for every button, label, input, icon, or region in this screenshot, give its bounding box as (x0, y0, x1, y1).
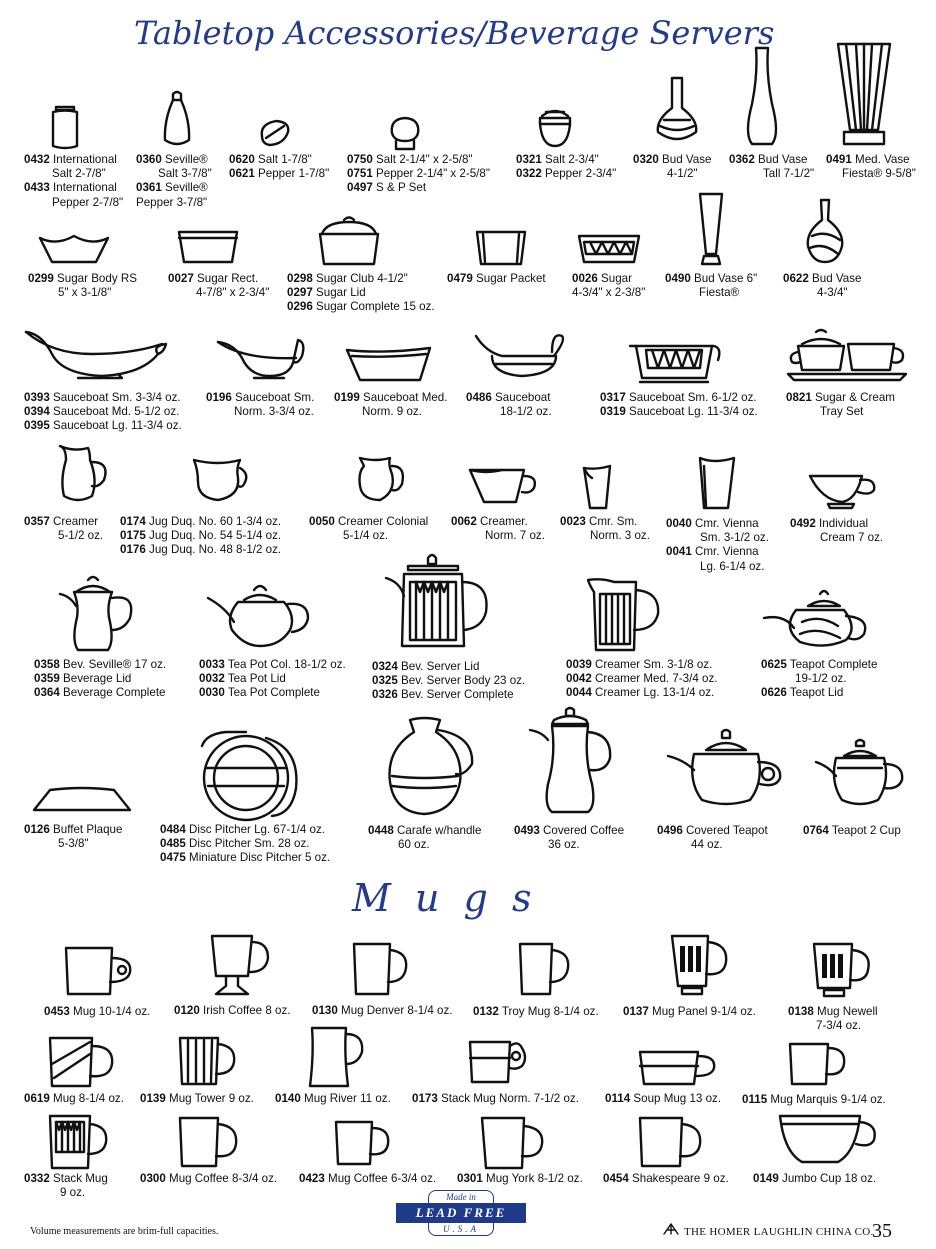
label-0493: 0493 Covered Coffee 36 oz. (514, 824, 625, 852)
badge-made-in: Made in (428, 1190, 494, 1203)
creamer-image (54, 440, 112, 508)
mug-york-image (478, 1114, 548, 1172)
label-0479: 0479 Sugar Packet (447, 272, 546, 285)
bud-vase-image (652, 74, 702, 150)
mug-marquis-image (786, 1040, 848, 1088)
sauceboat-medium-image (344, 342, 434, 386)
label-0174: 0174 Jug Duq. No. 60 1-3/4 oz. 0175 Jug Duq. No. 54 5-1/4 oz. 0176 Jug Duq. No. 48 8-1/2 oz. (120, 515, 282, 557)
mug-coffee-small-image (332, 1118, 394, 1168)
label-0492: 0492 Individual Cream 7 oz. (790, 517, 884, 545)
label-0173: 0173 Stack Mug Norm. 7-1/2 oz. (412, 1092, 579, 1105)
label-0130: 0130 Mug Denver 8-1/4 oz. (312, 1004, 453, 1017)
shakespeare-mug-image (636, 1114, 706, 1170)
mug-0619-image (46, 1034, 118, 1090)
mug-0453-image (62, 942, 134, 1000)
label-0453: 0453 Mug 10-1/4 oz. (44, 1005, 151, 1018)
salt-shaker-small-image (258, 118, 292, 148)
label-0026: 0026 Sugar 4-3/4" x 2-3/8" (572, 272, 646, 300)
label-0486: 0486 Sauceboat 18-1/2 oz. (466, 391, 552, 419)
covered-teapot-image (664, 726, 784, 810)
stack-mug-lattice-image (46, 1112, 110, 1172)
mug-denver-image (350, 940, 410, 998)
label-0821: 0821 Sugar & Cream Tray Set (786, 391, 895, 419)
label-0199: 0199 Sauceboat Med. Norm. 9 oz. (334, 391, 448, 419)
carafe-image (384, 714, 476, 818)
label-0317: 0317 Sauceboat Sm. 6-1/2 oz. 0319 Sauceboat Lg. 11-3/4 oz. (600, 391, 758, 419)
teapot-colonial-image (204, 580, 320, 650)
label-0490: 0490 Bud Vase 6" Fiesta® (665, 272, 758, 300)
label-0358: 0358 Bev. Seville® 17 oz. 0359 Beverage Lid 0364 Beverage Complete (34, 658, 167, 700)
label-0039: 0039 Creamer Sm. 3-1/8 oz. 0042 Creamer Med. 7-3/4 oz. 0044 Creamer Lg. 13-1/4 oz. (566, 658, 718, 700)
label-0027: 0027 Sugar Rect. 4-7/8" x 2-3/4" (168, 272, 270, 300)
section-title-tabletop: Tabletop Accessories/Beverage Servers (134, 14, 775, 52)
capacity-note: Volume measurements are brim-full capacities. (30, 1226, 219, 1237)
label-0448: 0448 Carafe w/handle 60 oz. (368, 824, 482, 852)
bud-vase-tall-image (742, 44, 782, 150)
label-0320: 0320 Bud Vase 4-1/2" (633, 153, 712, 181)
sugar-rect-image (176, 228, 240, 266)
beverage-server-image (382, 552, 494, 654)
label-0137: 0137 Mug Panel 9-1/4 oz. (623, 1005, 756, 1018)
label-0062: 0062 Creamer. Norm. 7 oz. (451, 515, 545, 543)
buffet-plaque-image (30, 784, 134, 814)
section-title-mugs: M u g s (352, 876, 538, 920)
sauceboat-small-image (214, 332, 310, 384)
jug-duquesne-image (188, 454, 252, 504)
mug-river-image (306, 1024, 366, 1090)
label-0622: 0622 Bud Vase 4-3/4" (783, 272, 862, 300)
label-0120: 0120 Irish Coffee 8 oz. (174, 1004, 291, 1017)
label-0139: 0139 Mug Tower 9 oz. (140, 1092, 254, 1105)
stack-mug-norm-image (466, 1038, 530, 1088)
label-0040: 0040 Cmr. Vienna Sm. 3-1/2 oz. 0041 Cmr. Vienna Lg. 6-1/4 oz. (666, 517, 769, 573)
sugar-body-rs-image (36, 232, 112, 266)
label-0324: 0324 Bev. Server Lid 0325 Bev. Server Body 23 oz. 0326 Bev. Server Complete (372, 660, 526, 702)
troy-mug-image (516, 940, 572, 998)
label-0149: 0149 Jumbo Cup 18 oz. (753, 1172, 877, 1185)
teapot-2cup-image (812, 736, 908, 810)
disc-pitcher-image (196, 728, 304, 824)
sugar-lattice-image (576, 232, 642, 266)
salt-shaker-round-image (388, 115, 422, 153)
label-0454: 0454 Shakespeare 9 oz. (603, 1172, 729, 1185)
label-0423: 0423 Mug Coffee 6-3/4 oz. (299, 1172, 437, 1185)
salt-shaker-seville-image (160, 90, 194, 150)
label-0138: 0138 Mug Newell 7-3/4 oz. (788, 1005, 878, 1033)
mug-coffee-large-image (176, 1114, 240, 1172)
label-0764: 0764 Teapot 2 Cup (803, 824, 901, 837)
label-0321: 0321 Salt 2-3/4" 0322 Pepper 2-3/4" (516, 153, 617, 181)
sauceboat-lattice-image (626, 336, 722, 386)
label-0625: 0625 Teapot Complete 19-1/2 oz. 0626 Teapot Lid (761, 658, 878, 700)
covered-coffee-image (526, 706, 616, 818)
sauceboat-large-image (472, 330, 568, 382)
vase-fiesta-image (834, 40, 894, 152)
label-0300: 0300 Mug Coffee 8-3/4 oz. (140, 1172, 278, 1185)
badge-lead-free: LEAD FREE (396, 1203, 526, 1223)
sugar-cream-tray-image (786, 326, 908, 382)
creamer-lattice-image (584, 574, 664, 656)
label-0114: 0114 Soup Mug 13 oz. (605, 1092, 722, 1105)
individual-cream-image (806, 470, 882, 512)
bud-vase-swirl-image (804, 196, 846, 266)
label-0298: 0298 Sugar Club 4-1/2" 0297 Sugar Lid 0296 Sugar Complete 15 oz. (287, 272, 435, 314)
creamer-vienna-image (694, 454, 740, 512)
mug-tower-image (176, 1034, 240, 1088)
label-0360: 0360 Seville® Salt 3-7/8" 0361 Seville® Pepper 3-7/8" (136, 153, 212, 209)
label-0393: 0393 Sauceboat Sm. 3-3/4 oz. 0394 Sauceboat Md. 5-1/2 oz. 0395 Sauceboat Lg. 11-3/4 oz. (24, 391, 182, 433)
creamer-colonial-image (354, 452, 410, 506)
page-number: 35 (872, 1220, 892, 1242)
mug-newell-image (810, 940, 874, 1000)
label-0620: 0620 Salt 1-7/8" 0621 Pepper 1-7/8" (229, 153, 330, 181)
label-0750: 0750 Salt 2-1/4" x 2-5/8" 0751 Pepper 2-1/4" x 2-5/8" 0497 S & P Set (347, 153, 490, 195)
brand-name: THE HOMER LAUGHLIN CHINA CO. (684, 1226, 874, 1238)
label-0140: 0140 Mug River 11 oz. (275, 1092, 391, 1105)
salt-shaker-lattice-image (536, 104, 574, 150)
label-0362: 0362 Bud Vase Tall 7-1/2" (729, 153, 815, 181)
label-0196: 0196 Sauceboat Sm. Norm. 3-3/4 oz. (206, 391, 315, 419)
mug-panel-image (668, 932, 732, 1000)
label-0023: 0023 Cmr. Sm. Norm. 3 oz. (560, 515, 650, 543)
label-0432: 0432 International Salt 2-7/8" 0433 International Pepper 2-7/8" (24, 153, 124, 209)
label-0619: 0619 Mug 8-1/4 oz. (24, 1092, 124, 1105)
badge-usa: U.S.A (428, 1223, 494, 1236)
bud-vase-fiesta-image (696, 190, 726, 270)
label-0496: 0496 Covered Teapot 44 oz. (657, 824, 768, 852)
salt-shaker-international-image (50, 104, 80, 152)
label-0357: 0357 Creamer 5-1/2 oz. (24, 515, 104, 543)
label-0050: 0050 Creamer Colonial 5-1/4 oz. (309, 515, 429, 543)
label-0484: 0484 Disc Pitcher Lg. 67-1/4 oz. 0485 Disc Pitcher Sm. 28 oz. 0475 Miniature Disc Pitcher 5 oz. (160, 823, 331, 865)
irish-coffee-image (208, 932, 272, 1000)
label-0301: 0301 Mug York 8-1/2 oz. (457, 1172, 583, 1185)
label-0126: 0126 Buffet Plaque 5-3/8" (24, 823, 123, 851)
teapot-swirl-image (760, 588, 876, 652)
label-0299: 0299 Sugar Body RS 5" x 3-1/8" (28, 272, 137, 300)
jumbo-cup-image (776, 1112, 880, 1166)
sugar-packet-image (474, 228, 528, 268)
soup-mug-image (636, 1048, 720, 1088)
label-0332: 0332 Stack Mug 9 oz. (24, 1172, 108, 1200)
label-0491: 0491 Med. Vase Fiesta® 9-5/8" (826, 153, 916, 181)
sauceboat-image (22, 324, 172, 382)
sugar-club-image (316, 214, 382, 268)
creamer-norm-image (466, 464, 542, 508)
label-0132: 0132 Troy Mug 8-1/4 oz. (473, 1005, 599, 1018)
lead-free-badge (396, 1190, 526, 1236)
beverage-seville-image (56, 572, 138, 654)
label-0115: 0115 Mug Marquis 9-1/4 oz. (742, 1093, 886, 1106)
brand-logo-icon (662, 1222, 680, 1236)
label-0033: 0033 Tea Pot Col. 18-1/2 oz. 0032 Tea Pot Lid 0030 Tea Pot Complete (199, 658, 346, 700)
creamer-small-image (580, 462, 616, 514)
